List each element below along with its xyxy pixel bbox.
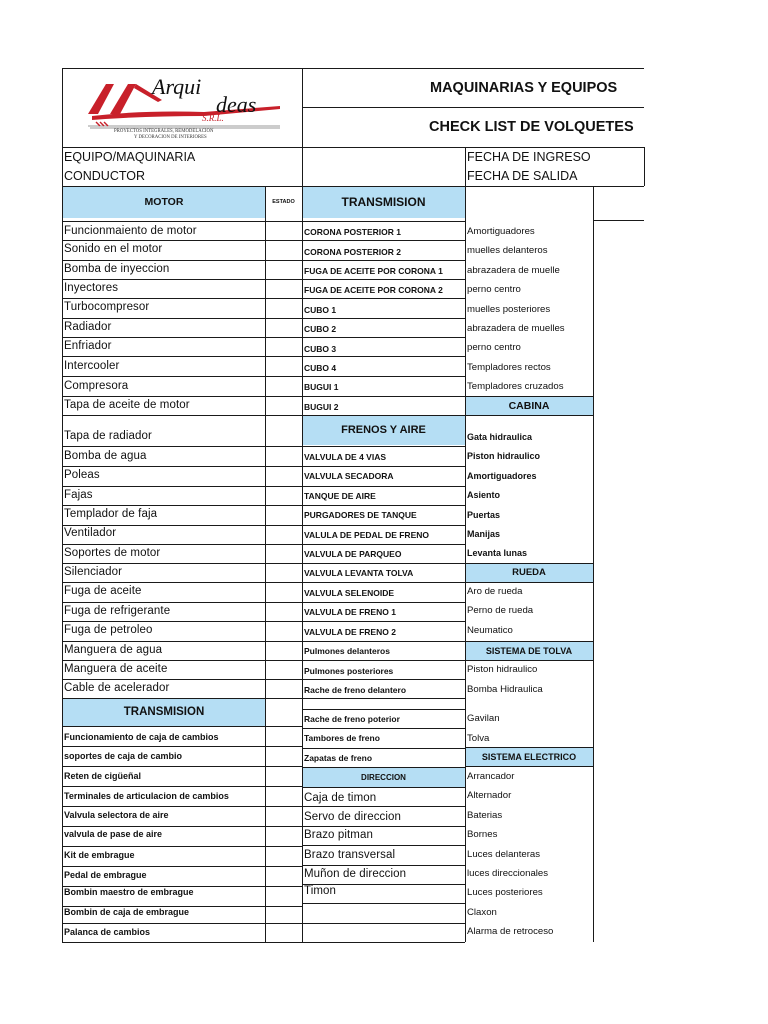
grid-line bbox=[62, 679, 302, 680]
grid-line bbox=[62, 698, 302, 699]
grid-line bbox=[465, 747, 593, 748]
motor-list-item: Funcionmaiento de motor bbox=[64, 225, 197, 237]
grid-line bbox=[62, 923, 302, 924]
motor-list-item: Bomba de agua bbox=[64, 450, 147, 462]
grid-line bbox=[302, 942, 465, 943]
suspension-item: perno centro bbox=[467, 342, 521, 353]
suspension-item: abrazadera de muelles bbox=[467, 323, 565, 334]
grid-line bbox=[465, 641, 593, 642]
grid-line bbox=[62, 337, 302, 338]
grid-line bbox=[62, 942, 302, 943]
grid-line bbox=[302, 728, 465, 729]
grid-line bbox=[62, 544, 302, 545]
transmision-col2-item: BUGUI 1 bbox=[304, 382, 339, 392]
suspension-item: perno centro bbox=[467, 284, 521, 295]
cabina-item: Amortiguadores bbox=[467, 471, 537, 481]
frenos-item: VALVULA SELENOIDE bbox=[304, 588, 395, 598]
grid-line bbox=[302, 698, 465, 699]
grid-line bbox=[62, 396, 302, 397]
frenos-item: TANQUE DE AIRE bbox=[304, 491, 376, 501]
logo-brand-top: Arqui bbox=[152, 74, 202, 99]
grid-line bbox=[302, 621, 465, 622]
transmision-col1-item: Terminales de articulacion de cambios bbox=[64, 791, 229, 801]
rueda-item: Neumatico bbox=[467, 625, 513, 636]
motor-list-item: Manguera de agua bbox=[64, 644, 163, 656]
transmision-col1-item: Bombin de caja de embrague bbox=[64, 907, 190, 917]
grid-line bbox=[465, 766, 593, 767]
logo-company: S.R.L. bbox=[202, 113, 224, 123]
grid-line bbox=[302, 525, 465, 526]
grid-line bbox=[302, 446, 465, 447]
grid-line bbox=[62, 766, 302, 767]
suspension-item: abrazadera de muelle bbox=[467, 265, 560, 276]
motor-list-item: Cable de acelerador bbox=[64, 682, 170, 694]
grid-line bbox=[302, 806, 465, 807]
grid-line bbox=[302, 602, 465, 603]
grid-line bbox=[62, 621, 302, 622]
header-title-2: CHECK LIST DE VOLQUETES bbox=[429, 119, 634, 135]
grid-line bbox=[62, 846, 302, 847]
tolva-item: Tolva bbox=[467, 733, 490, 744]
transmision-col1-item: Bombin maestro de embrague bbox=[64, 887, 194, 897]
grid-line bbox=[62, 582, 302, 583]
grid-line bbox=[62, 147, 644, 148]
frenos-item: VALVULA SECADORA bbox=[304, 471, 394, 481]
grid-line bbox=[302, 337, 465, 338]
transmision-col2-item: CUBO 3 bbox=[304, 344, 337, 354]
electrico-item: Alarma de retroceso bbox=[467, 926, 554, 937]
direccion-item: Caja de timon bbox=[304, 792, 377, 804]
motor-list-item: Bomba de inyeccion bbox=[64, 263, 170, 275]
grid-line bbox=[302, 107, 644, 108]
tolva-item: Bomba Hidraulica bbox=[467, 684, 543, 695]
grid-line bbox=[644, 147, 645, 186]
grid-line bbox=[593, 186, 594, 220]
electrico-item: Claxon bbox=[467, 907, 497, 918]
frenos-header: FRENOS Y AIRE bbox=[341, 424, 426, 436]
electrico-header: SISTEMA ELECTRICO bbox=[481, 751, 577, 762]
direccion-header: DIRECCION bbox=[361, 772, 406, 782]
grid-line bbox=[302, 826, 465, 827]
cabina-item: Gata hidraulica bbox=[467, 432, 533, 442]
transmision-col1-item: Palanca de cambios bbox=[64, 927, 151, 937]
grid-line bbox=[62, 318, 302, 319]
grid-line bbox=[62, 563, 302, 564]
transmision-col2-item: FUGA DE ACEITE POR CORONA 1 bbox=[304, 266, 443, 276]
grid-line bbox=[302, 544, 465, 545]
transmision-col2-item: FUGA DE ACEITE POR CORONA 2 bbox=[304, 285, 443, 295]
electrico-item: Alternador bbox=[467, 790, 512, 801]
grid-line bbox=[302, 845, 465, 846]
rueda-item: Aro de rueda bbox=[467, 586, 523, 597]
grid-line bbox=[465, 660, 593, 661]
logo-tagline-2: Y DECORACION DE INTERIORES bbox=[134, 135, 207, 140]
grid-line bbox=[265, 186, 266, 942]
grid-line bbox=[302, 279, 465, 280]
motor-list-item: Turbocompresor bbox=[64, 301, 150, 313]
cabina-item: Puertas bbox=[467, 510, 501, 520]
grid-line bbox=[302, 748, 465, 749]
frenos-item: PURGADORES DE TANQUE bbox=[304, 510, 417, 520]
electrico-item: Baterias bbox=[467, 810, 503, 821]
grid-line bbox=[62, 466, 302, 467]
frenos-item: Zapatas de freno bbox=[304, 753, 373, 763]
motor-list-item: Ventilador bbox=[64, 527, 117, 539]
motor-list-item: Enfriador bbox=[64, 340, 112, 352]
grid-line bbox=[302, 415, 465, 416]
grid-line bbox=[302, 396, 465, 397]
grid-line bbox=[62, 486, 302, 487]
motor-list-item: Compresora bbox=[64, 380, 129, 392]
grid-line bbox=[62, 446, 302, 447]
grid-line bbox=[62, 415, 302, 416]
grid-line bbox=[302, 186, 303, 942]
motor-list-item: Fuga de refrigerante bbox=[64, 605, 171, 617]
grid-line bbox=[62, 602, 302, 603]
transmision-col1-item: Reten de cigüeñal bbox=[64, 771, 142, 781]
transmision-col1-item: Pedal de embrague bbox=[64, 870, 147, 880]
motor-list-item: Inyectores bbox=[64, 282, 119, 294]
transmision-col2-item: CUBO 2 bbox=[304, 324, 337, 334]
motor-list-item: Fajas bbox=[64, 489, 93, 501]
grid-line bbox=[62, 746, 302, 747]
grid-line bbox=[302, 903, 465, 904]
grid-line bbox=[302, 298, 465, 299]
grid-line bbox=[62, 279, 302, 280]
grid-line bbox=[302, 356, 465, 357]
grid-line bbox=[302, 660, 465, 661]
grid-line bbox=[62, 786, 302, 787]
grid-line bbox=[465, 415, 593, 416]
transmision-header-col1: TRANSMISION bbox=[123, 706, 205, 718]
grid-line bbox=[302, 240, 465, 241]
transmision-col1-item: soportes de caja de cambio bbox=[64, 751, 183, 761]
grid-line bbox=[302, 563, 465, 564]
cabina-item: Piston hidraulico bbox=[467, 451, 541, 461]
grid-line bbox=[465, 582, 593, 583]
transmision-col2-item: CORONA POSTERIOR 1 bbox=[304, 227, 401, 237]
suspension-item: Templadores rectos bbox=[467, 362, 551, 373]
frenos-item: VALULA DE PEDAL DE FRENO bbox=[304, 530, 429, 540]
suspension-item: muelles delanteros bbox=[467, 245, 548, 256]
grid-line bbox=[62, 260, 302, 261]
suspension-item: muelles posteriores bbox=[467, 304, 551, 315]
motor-list-item: Intercooler bbox=[64, 360, 120, 372]
transmision-col1-item: Funcionamiento de caja de cambios bbox=[64, 732, 219, 742]
grid-line bbox=[62, 356, 302, 357]
frenos-item: VALVULA DE FRENO 1 bbox=[304, 607, 396, 617]
grid-line bbox=[62, 221, 302, 222]
motor-list-item: Manguera de aceite bbox=[64, 663, 168, 675]
grid-line bbox=[302, 641, 465, 642]
grid-line bbox=[302, 376, 465, 377]
grid-line bbox=[62, 641, 302, 642]
grid-line bbox=[62, 376, 302, 377]
estado-header: ESTADO bbox=[272, 199, 295, 205]
tolva-header: SISTEMA DE TOLVA bbox=[485, 645, 573, 656]
grid-line bbox=[62, 866, 302, 867]
grid-line bbox=[465, 563, 593, 564]
grid-line bbox=[62, 505, 302, 506]
motor-list-item: Silenciador bbox=[64, 566, 122, 578]
direccion-item: Timon bbox=[304, 885, 337, 897]
grid-line bbox=[62, 660, 302, 661]
suspension-item: Templadores cruzados bbox=[467, 381, 564, 392]
grid-line bbox=[62, 525, 302, 526]
header-title-1: MAQUINARIAS Y EQUIPOS bbox=[430, 80, 618, 96]
electrico-item: Luces posteriores bbox=[467, 887, 543, 898]
direccion-item: Brazo transversal bbox=[304, 849, 396, 861]
motor-list-item: Tapa de aceite de motor bbox=[64, 399, 190, 411]
direccion-item: Brazo pitman bbox=[304, 829, 373, 841]
grid-line bbox=[62, 806, 302, 807]
frenos-item: Pulmones delanteros bbox=[304, 646, 390, 656]
grid-line bbox=[465, 186, 466, 942]
transmision-col2-item: BUGUI 2 bbox=[304, 402, 339, 412]
logo-tagline-1: PROYECTOS INTEGRALES, REMODELACION bbox=[114, 129, 214, 134]
transmision-col2-item: CUBO 4 bbox=[304, 363, 337, 373]
motor-list-item: Poleas bbox=[64, 469, 100, 481]
grid-line bbox=[302, 767, 465, 768]
grid-line bbox=[302, 260, 465, 261]
grid-line bbox=[593, 220, 644, 221]
frenos-item: VALVULA DE FRENO 2 bbox=[304, 627, 396, 637]
grid-line bbox=[62, 240, 302, 241]
grid-line bbox=[593, 186, 594, 942]
tolva-item: Piston hidraulico bbox=[467, 664, 538, 675]
frenos-item: VALVULA LEVANTA TOLVA bbox=[304, 568, 414, 578]
frenos-item: VALVULA DE PARQUEO bbox=[304, 549, 402, 559]
transmision-col1-item: valvula de pase de aire bbox=[64, 829, 163, 839]
grid-line bbox=[302, 709, 465, 710]
grid-line bbox=[62, 68, 644, 69]
grid-line bbox=[302, 582, 465, 583]
equipo-label: EQUIPO/MAQUINARIA bbox=[64, 150, 196, 164]
frenos-item: Rache de freno delantero bbox=[304, 685, 407, 695]
grid-line bbox=[465, 396, 593, 397]
transmision-col2-item: CORONA POSTERIOR 2 bbox=[304, 247, 401, 257]
frenos-item: Tambores de freno bbox=[304, 733, 380, 743]
electrico-item: Luces delanteras bbox=[467, 849, 541, 860]
frenos-item: Rache de freno poterior bbox=[304, 714, 400, 724]
direccion-item: Muñon de direccion bbox=[304, 868, 407, 880]
motor-list-item: Sonido en el motor bbox=[64, 243, 163, 255]
grid-line bbox=[62, 726, 302, 727]
grid-line bbox=[302, 68, 303, 186]
grid-line bbox=[62, 826, 302, 827]
cabina-item: Asiento bbox=[467, 490, 501, 500]
grid-line bbox=[465, 147, 466, 186]
transmision-col1-item: Kit de embrague bbox=[64, 850, 135, 860]
logo-brand-bottom: deas bbox=[216, 92, 257, 117]
electrico-item: luces direccionales bbox=[467, 868, 549, 879]
grid-line bbox=[302, 505, 465, 506]
grid-line bbox=[302, 466, 465, 467]
motor-list-item: Tapa de radiador bbox=[64, 430, 152, 442]
grid-line bbox=[302, 865, 465, 866]
motor-list-item: Fuga de petroleo bbox=[64, 624, 153, 636]
direccion-item: Servo de direccion bbox=[304, 811, 402, 823]
motor-header: MOTOR bbox=[144, 196, 184, 208]
motor-list-item: Fuga de aceite bbox=[64, 585, 142, 597]
grid-line bbox=[302, 221, 465, 222]
rueda-item: Perno de rueda bbox=[467, 605, 534, 616]
fecha-salida-label: FECHA DE SALIDA bbox=[467, 169, 578, 183]
transmision-col1-item: Valvula selectora de aire bbox=[64, 810, 169, 820]
grid-line bbox=[302, 318, 465, 319]
electrico-item: Bornes bbox=[467, 829, 498, 840]
frenos-item: Pulmones posteriores bbox=[304, 666, 394, 676]
transmision-col2-item: CUBO 1 bbox=[304, 305, 337, 315]
tolva-item: Gavilan bbox=[467, 713, 500, 724]
grid-line bbox=[302, 486, 465, 487]
cabina-header: CABINA bbox=[508, 399, 550, 412]
fecha-ingreso-label: FECHA DE INGRESO bbox=[467, 150, 591, 164]
company-logo bbox=[84, 76, 284, 146]
transmision-header-col2: TRANSMISION bbox=[341, 195, 426, 209]
rueda-header: RUEDA bbox=[512, 567, 546, 578]
motor-list-item: Radiador bbox=[64, 321, 112, 333]
suspension-item: Amortiguadores bbox=[467, 226, 535, 237]
cabina-item: Manijas bbox=[467, 529, 501, 539]
motor-list-item: Templador de faja bbox=[64, 508, 158, 520]
grid-line bbox=[302, 787, 465, 788]
frenos-item: VALVULA DE 4 VIAS bbox=[304, 452, 387, 462]
electrico-item: Arrancador bbox=[467, 771, 515, 782]
grid-line bbox=[302, 679, 465, 680]
grid-line bbox=[62, 298, 302, 299]
motor-list-item: Soportes de motor bbox=[64, 547, 161, 559]
grid-line bbox=[302, 923, 465, 924]
conductor-label: CONDUCTOR bbox=[64, 169, 146, 183]
grid-line bbox=[62, 186, 644, 187]
cabina-item: Levanta lunas bbox=[467, 548, 528, 558]
